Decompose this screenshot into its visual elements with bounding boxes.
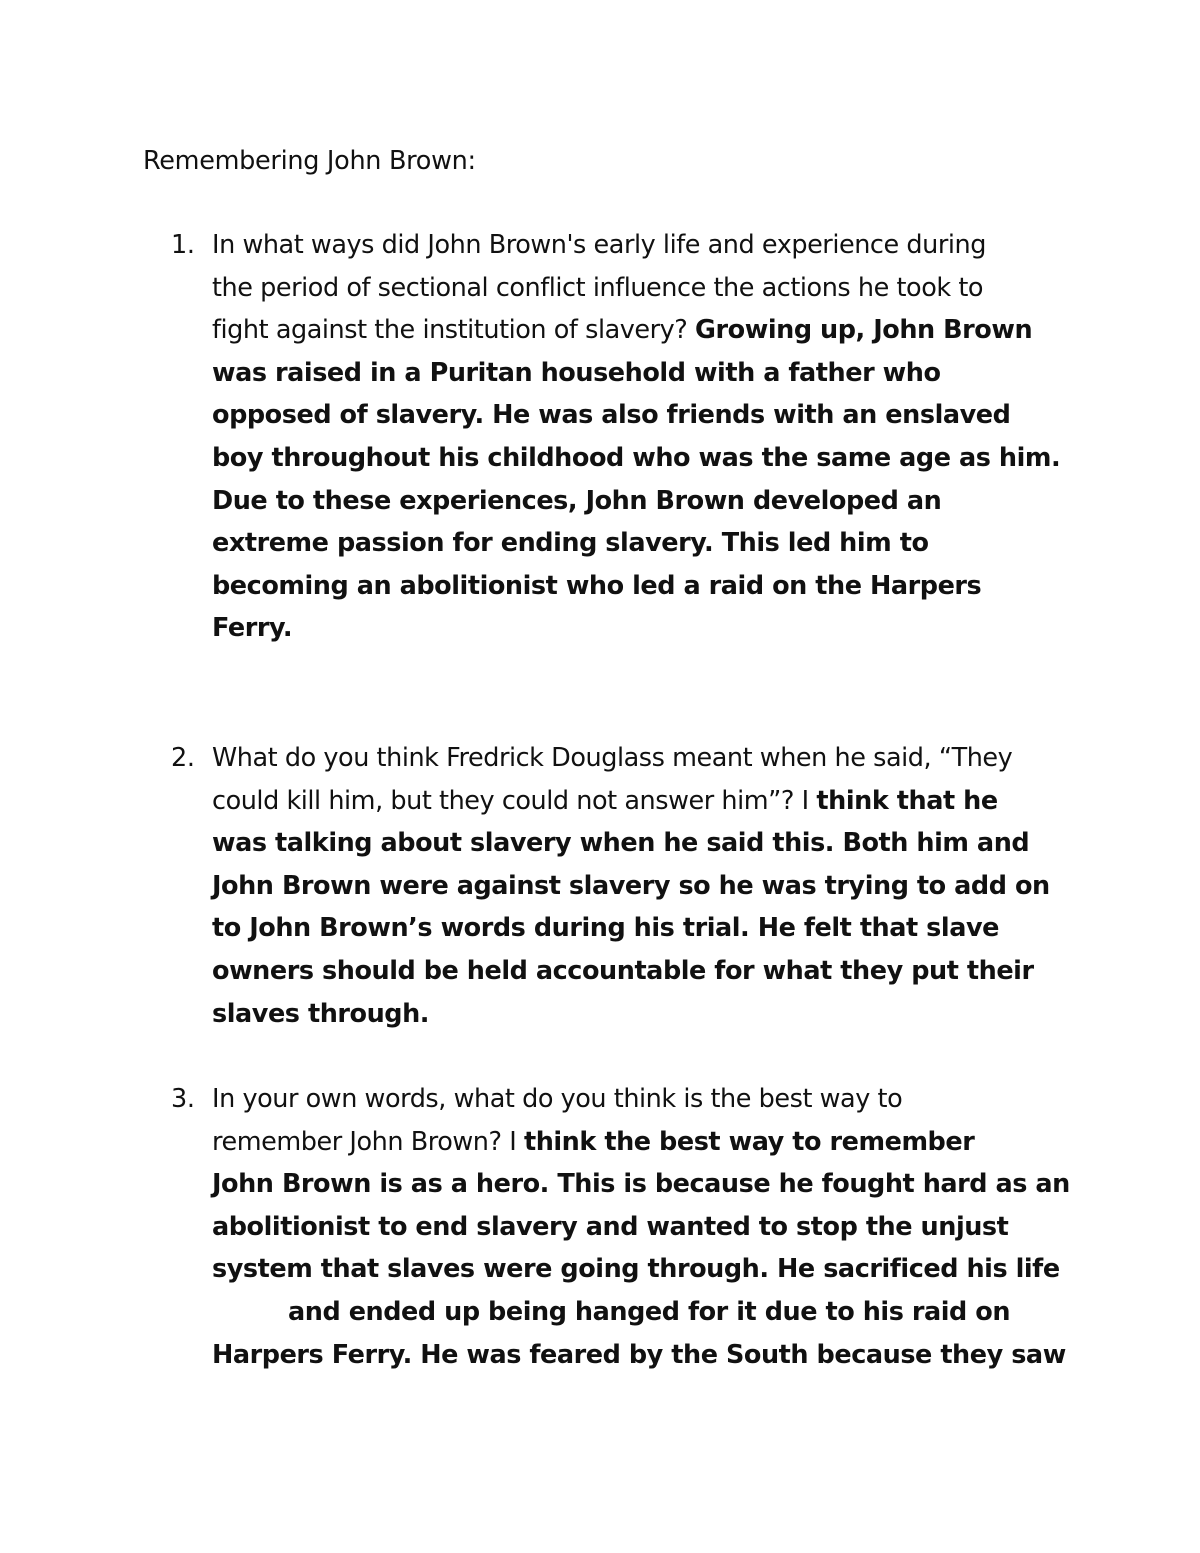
answer-text: to John Brown’s words during his trial. He felt that slave [212,913,999,944]
text-line [212,607,1082,650]
item-number: 3. [171,1084,195,1114]
answer-text: becoming an abolitionist who led a raid on the Harpers [212,570,982,601]
answer-text: John Brown is as a hero. This is because he fought hard as an [212,1169,1070,1200]
text-line [212,309,1082,352]
question-text: In what ways did John Brown's early life and experience during [212,230,986,260]
answer-text: and ended up being hanged for it due to his raid on [288,1296,1011,1327]
text-line [212,907,1082,950]
text-line [212,565,1082,608]
text-line [212,1163,1082,1206]
answer-text: boy throughout his childhood who was the same age as him. [212,442,1061,473]
answer-text: think that he [816,785,998,816]
item-text [212,1078,1082,1376]
item-number: 2. [171,743,195,773]
text-line [212,480,1082,523]
question-text: fight against the institution of slavery? [212,315,696,346]
question-text: remember John Brown? I [212,1126,524,1157]
text-line [212,950,1082,993]
question-text: In your own words, what do you think is the best way to [212,1084,903,1114]
text-line [212,822,1082,865]
answer-text: abolitionist to end slavery and wanted to stop the unjust [212,1211,1009,1242]
text-line [212,1291,1082,1334]
answer-text: was talking about slavery when he said this. Both him and [212,828,1030,859]
text-line [212,352,1082,395]
answer-text: Harpers Ferry. He was feared by the South because they saw [212,1339,1066,1370]
item-text [212,224,1082,650]
item-text [212,737,1082,1035]
text-line [212,1248,1082,1291]
answer-text: Ferry. [212,613,293,644]
question-text: What do you think Fredrick Douglass meant when he said, “They [212,743,1013,773]
answer-text: extreme passion for ending slavery. This led him to [212,528,929,559]
text-line [212,1078,1082,1121]
answer-text: Growing up, John Brown [695,315,1033,346]
item-number: 1. [171,230,195,260]
text-line [212,522,1082,565]
answer-text: Due to these experiences, John Brown developed an [212,485,942,516]
text-line [212,437,1082,480]
text-line [212,865,1082,908]
answer-text: opposed of slavery. He was also friends with an enslaved [212,400,1011,431]
answer-text: John Brown were against slavery so he was trying to add on [212,870,1050,901]
text-line [212,224,1082,267]
text-line [212,267,1082,310]
text-line [212,993,1082,1036]
document-title: Remembering John Brown: [143,146,476,176]
answer-text: system that slaves were going through. He sacrificed his life [212,1254,1060,1285]
text-line [212,1121,1082,1164]
answer-text: think the best way to remember [523,1126,975,1157]
text-line [212,1334,1082,1377]
answer-text: was raised in a Puritan household with a father who [212,357,941,388]
question-text: the period of sectional conflict influence the actions he took to [212,272,984,303]
text-line [212,780,1082,823]
text-line [212,394,1082,437]
text-line [212,1206,1082,1249]
question-text: could kill him, but they could not answer him”? I [212,785,817,816]
answer-text: slaves through. [212,998,430,1029]
text-line [212,737,1082,780]
answer-text: owners should be held accountable for what they put their [212,955,1034,986]
